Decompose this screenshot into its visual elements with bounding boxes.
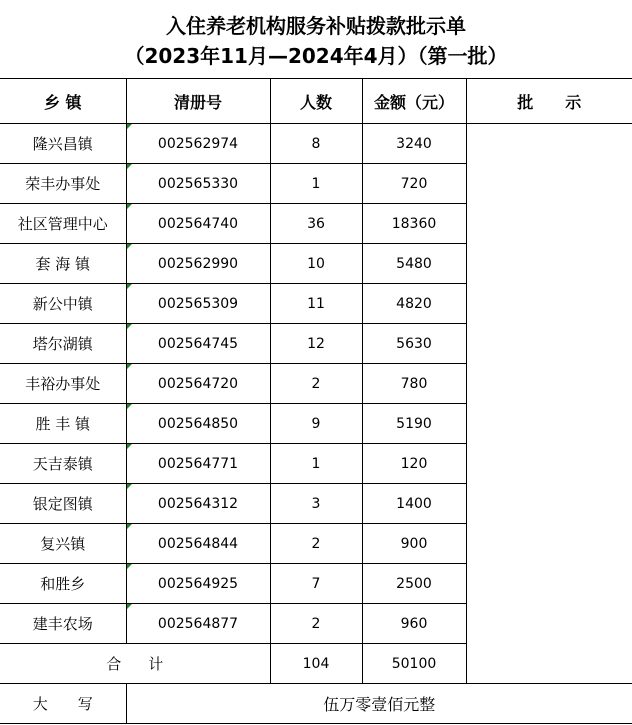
header-approval: 批 示: [466, 79, 632, 124]
cell-town: 天吉泰镇: [0, 444, 126, 484]
capital-row: [0, 684, 632, 724]
cell-list-no: 002564850: [126, 404, 270, 444]
cell-list-no: 002564745: [126, 324, 270, 364]
table-row: [0, 124, 632, 164]
cell-list-no: 002564877: [126, 604, 270, 644]
cell-list-no: 002564771: [126, 444, 270, 484]
cell-amount: 720: [362, 164, 466, 204]
cell-town: 丰裕办事处: [0, 364, 126, 404]
cell-list-no: 002562974: [126, 124, 270, 164]
cell-amount: 780: [362, 364, 466, 404]
page-subtitle: （2023年11月—2024年4月）（第一批）: [124, 44, 508, 68]
cell-list-no: 002565309: [126, 284, 270, 324]
table-header-row: [0, 79, 632, 124]
cell-count: 3: [270, 484, 362, 524]
cell-count: 8: [270, 124, 362, 164]
cell-town: 套 海 镇: [0, 244, 126, 284]
header-amount: 金额（元）: [362, 79, 466, 124]
cell-count: 36: [270, 204, 362, 244]
cell-list-no: 002564925: [126, 564, 270, 604]
cell-count: 1: [270, 164, 362, 204]
cell-town: 塔尔湖镇: [0, 324, 126, 364]
cell-town: 隆兴昌镇: [0, 124, 126, 164]
capital-value: 伍万零壹佰元整: [126, 684, 632, 724]
cell-count: 1: [270, 444, 362, 484]
cell-town: 银定图镇: [0, 484, 126, 524]
total-label: 合 计: [0, 644, 270, 684]
page-title: 入住养老机构服务补贴拨款批示单: [166, 14, 466, 38]
cell-amount: 3240: [362, 124, 466, 164]
cell-town: 社区管理中心: [0, 204, 126, 244]
cell-count: 9: [270, 404, 362, 444]
capital-label: 大 写: [0, 684, 126, 724]
cell-town: 新公中镇: [0, 284, 126, 324]
cell-list-no: 002564740: [126, 204, 270, 244]
cell-count: 2: [270, 524, 362, 564]
cell-amount: 4820: [362, 284, 466, 324]
cell-amount: 5480: [362, 244, 466, 284]
header-list-no: 清册号: [126, 79, 270, 124]
cell-count: 11: [270, 284, 362, 324]
cell-count: 2: [270, 604, 362, 644]
cell-amount: 900: [362, 524, 466, 564]
cell-town: 和胜乡: [0, 564, 126, 604]
cell-town: 建丰农场: [0, 604, 126, 644]
total-row: [0, 644, 632, 684]
cell-town: 胜 丰 镇: [0, 404, 126, 444]
cell-amount: 5190: [362, 404, 466, 444]
cell-list-no: 002564312: [126, 484, 270, 524]
cell-count: 2: [270, 364, 362, 404]
cell-town: 复兴镇: [0, 524, 126, 564]
cell-count: 12: [270, 324, 362, 364]
cell-amount: 18360: [362, 204, 466, 244]
cell-amount: 1400: [362, 484, 466, 524]
header-count: 人数: [270, 79, 362, 124]
header-town: 乡 镇: [0, 79, 126, 124]
cell-count: 10: [270, 244, 362, 284]
cell-list-no: 002564844: [126, 524, 270, 564]
cell-town: 荣丰办事处: [0, 164, 126, 204]
total-approval-empty: [466, 644, 632, 684]
cell-list-no: 002564720: [126, 364, 270, 404]
allocation-table: [0, 78, 632, 724]
approval-cell: [466, 124, 632, 644]
total-count: 104: [270, 644, 362, 684]
cell-list-no: 002562990: [126, 244, 270, 284]
cell-amount: 2500: [362, 564, 466, 604]
table-body: [0, 79, 632, 724]
cell-amount: 120: [362, 444, 466, 484]
cell-count: 7: [270, 564, 362, 604]
total-amount: 50100: [362, 644, 466, 684]
cell-amount: 960: [362, 604, 466, 644]
cell-list-no: 002565330: [126, 164, 270, 204]
cell-amount: 5630: [362, 324, 466, 364]
